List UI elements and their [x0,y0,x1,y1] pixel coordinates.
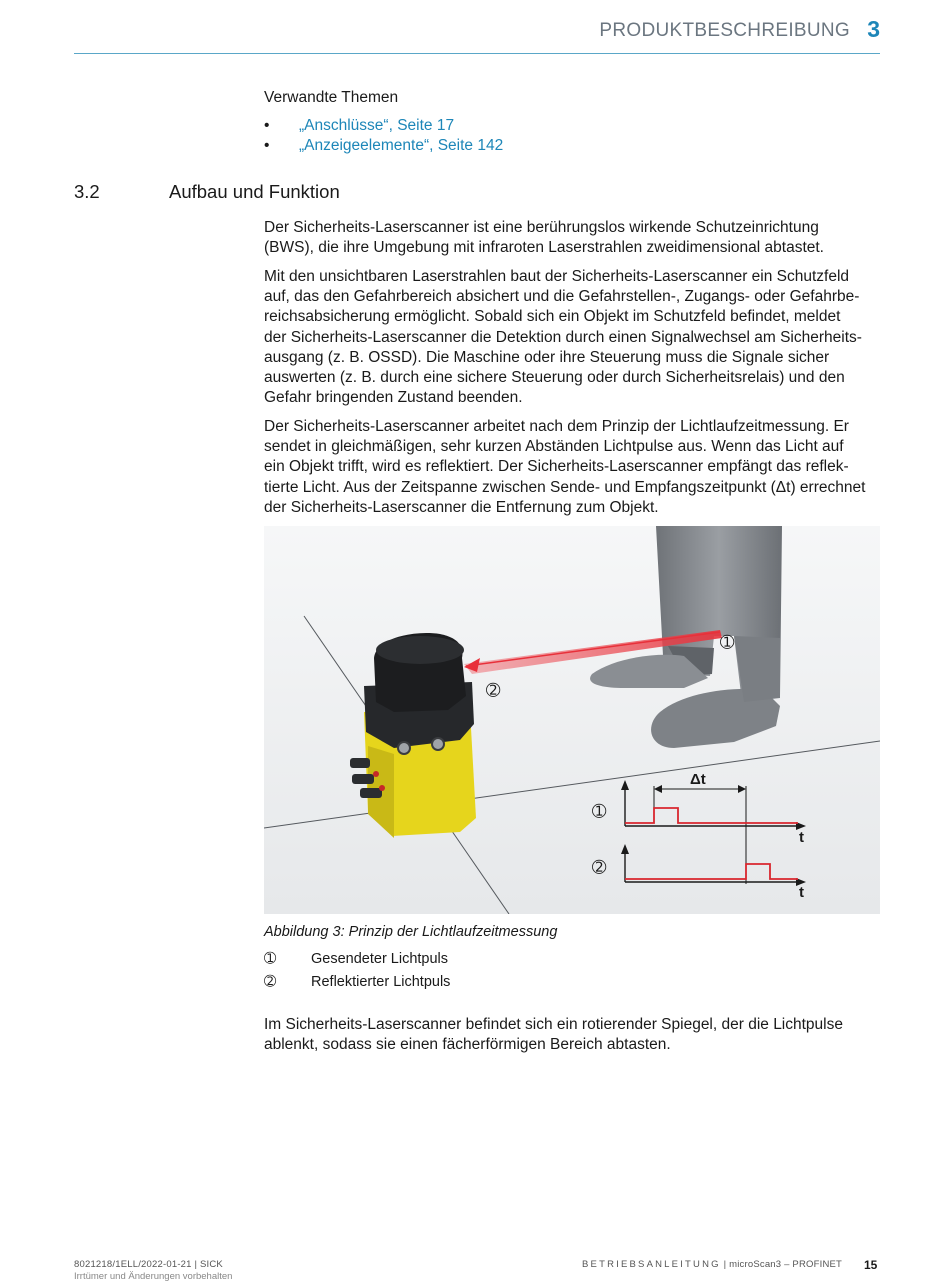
time-label-2: t [799,884,804,901]
marker-sent-pulse: ➀ [720,633,735,653]
floor [264,526,880,914]
footer-manual-title [582,1259,842,1270]
marker-reflected-pulse: ➁ [486,681,501,701]
diagram-marker-2: ➁ [592,858,607,878]
delta-t-label: Δt [690,771,706,788]
paragraph-protective-field: Mit den unsichtbaren Laserstrahlen baut der Sicherheits-Laserscanner ein Schutzfeld auf, das den Gefahrbereich absichert und die Gefahrstellen-, Zugangs- oder Gefahrbe- reichsabsicherung ermöglicht. Sobald sich ein Objekt im Schutzfeld befindet, meldet der Sicherheits-Laserscanner die Detektion durch einen Signalwechsel am Sicherheits- ausgang (z. B. OSSD). Die Maschine oder ihre Steuerung muss die Signale sicher auswerten (z. B. durch eine sichere Steuerung oder durch Sicherheitsrelais) und den Gefahr bringenden Zustand beenden. [264,268,862,407]
related-link-display-elements[interactable]: • „Anzeigeelemente“, Seite 142 [264,137,503,157]
figure-illustration [264,526,880,914]
footer-product: | microScan3 – PROFINET [720,1259,843,1270]
paragraph-rotating-mirror: Im Sicherheits-Laserscanner befindet sich ein rotierender Spiegel, der die Lichtpulse ablenkt, sodass sie einen fächerförmigen Bereich abtasten. [264,1016,843,1054]
legend-text: Reflektierter Lichtpuls [311,974,451,990]
page-number: 15 [864,1258,878,1272]
legend-symbol: ➁ [264,974,277,990]
legend-text: Gesendeter Lichtpuls [311,951,449,967]
diagram-marker-1: ➀ [592,802,607,822]
footer-manual-label: BETRIEBSANLEITUNG [582,1259,721,1270]
legend-symbol: ➀ [264,951,277,967]
footer-disclaimer: Irrtümer und Änderungen vorbehalten [74,1271,233,1282]
related-topics-heading: Verwandte Themen [264,89,399,106]
chapter-title: PRODUKTBESCHREIBUNG [599,20,850,41]
related-topics-list [264,117,503,157]
time-of-flight-figure [264,526,880,914]
related-link-connections[interactable]: • „Anschlüsse“, Seite 17 [264,117,503,137]
paragraph-time-of-flight: Der Sicherheits-Laserscanner arbeitet nach dem Prinzip der Lichtlaufzeitmessung. Er sendet in gleichmäßigen, sehr kurzen Abständen Lichtpulse aus. Wenn das Licht auf ein Objekt trifft, wird es reflektiert. Der Sicherheits-Laserscanner empfängt das reflek- tierte Licht. Aus der Zeitspanne zwischen Sende- und Empfangszeitpunkt (Δt) errechnet der Sicherheits-Laserscanner die Entfernung zum Objekt. [264,418,866,516]
page-header [74,14,880,54]
section-number: 3.2 [74,181,100,202]
paragraph-intro: Der Sicherheits-Laserscanner ist eine berührungslos wirkende Schutzeinrichtung (BWS), die ihre Umgebung mit infraroten Laserstrahlen zweidimensional abtastet. [264,219,824,257]
footer-doc-id: 8021218/1ELL/2022-01-21 | SICK [74,1259,223,1270]
figure-caption: Abbildung 3: Prinzip der Lichtlaufzeitmessung [264,924,558,940]
section-title: Aufbau und Funktion [169,181,340,202]
time-label-1: t [799,829,804,846]
chapter-number: 3 [867,16,880,42]
